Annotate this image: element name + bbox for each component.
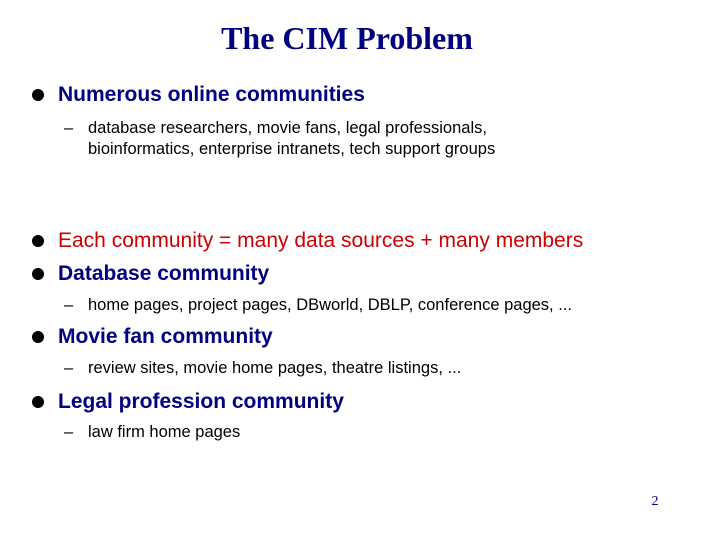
bullet-text: Numerous online communities: [58, 83, 365, 106]
bullet-item: [32, 322, 273, 352]
bullet-text: Legal profession community: [58, 390, 344, 413]
sub-bullet-text: law firm home pages: [88, 423, 241, 441]
dash-marker: –: [64, 119, 74, 137]
dash-marker: –: [64, 359, 74, 377]
bullet-dot-icon: [32, 89, 44, 101]
bullet-dot-icon: [32, 268, 44, 280]
sub-bullet: [64, 422, 240, 443]
bullet-dot-icon: [32, 331, 44, 343]
bullet-text: Movie fan community: [58, 325, 273, 348]
page-number: 2: [651, 494, 659, 509]
slide-title: The CIM Problem: [221, 20, 473, 56]
sub-bullet-text: home pages, project pages, DBworld, DBLP, conference pages, ...: [88, 296, 572, 314]
sub-bullet-text-continued: bioinformatics, enterprise intranets, tech support groups: [88, 140, 496, 158]
bullet-item: [32, 387, 344, 417]
bullet-text-highlighted: Each community = many data sources + many members: [58, 229, 584, 252]
sub-bullet: [64, 295, 572, 316]
bullet-dot-icon: [32, 396, 44, 408]
bullet-item: [32, 259, 269, 289]
bullet-item: [32, 226, 583, 256]
dash-marker: –: [64, 296, 74, 314]
sub-bullet: [64, 118, 495, 160]
sub-bullet-text: review sites, movie home pages, theatre listings, ...: [88, 359, 462, 377]
dash-marker: –: [64, 423, 74, 441]
bullet-dot-icon: [32, 235, 44, 247]
sub-bullet: [64, 358, 461, 379]
bullet-text: Database community: [58, 262, 270, 285]
bullet-item: [32, 80, 365, 110]
sub-bullet-text: database researchers, movie fans, legal professionals,: [88, 119, 487, 137]
